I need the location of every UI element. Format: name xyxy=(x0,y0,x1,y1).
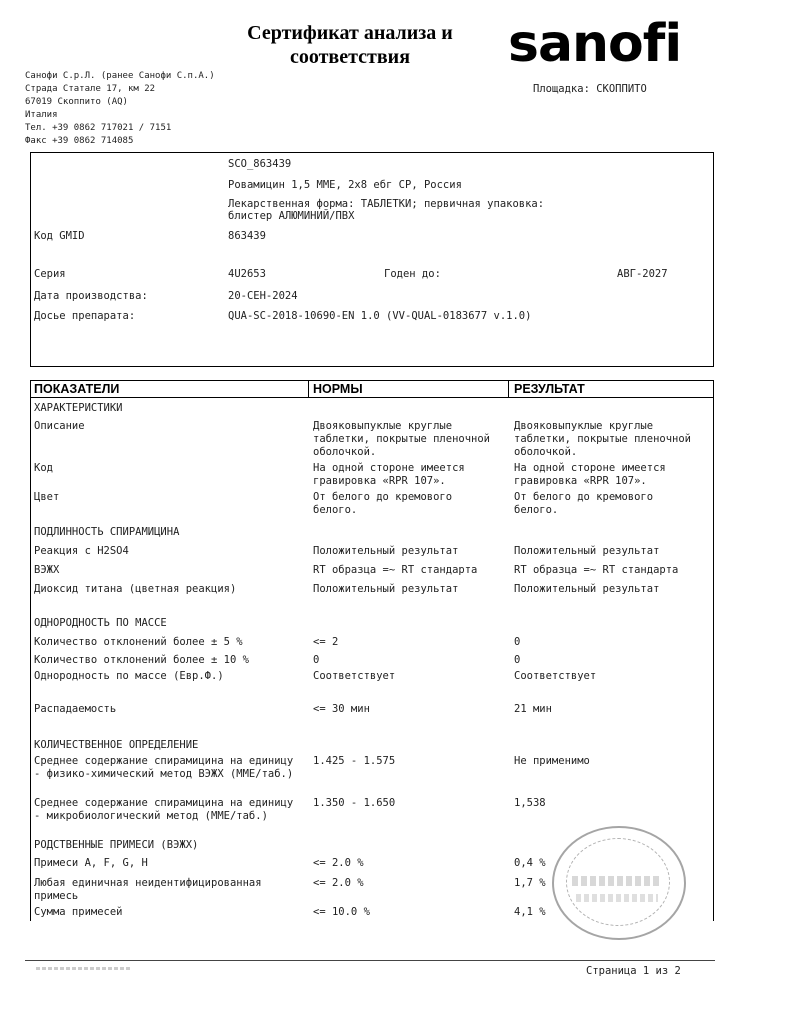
header-norms: НОРМЫ xyxy=(313,382,363,396)
section-heading: РОДСТВЕННЫЕ ПРИМЕСИ (ВЭЖХ) xyxy=(34,839,199,851)
document-title-line1: Сертификат анализа и xyxy=(247,22,453,44)
norm-value: <= 30 мин xyxy=(313,703,370,715)
address-line: Факс +39 0862 714085 xyxy=(25,136,134,146)
section-heading: КОЛИЧЕСТВЕННОЕ ОПРЕДЕЛЕНИЕ xyxy=(34,739,199,751)
document-title-line2: соответствия xyxy=(289,46,411,68)
result-value: Не применимо xyxy=(514,755,590,767)
norm-value: 1.425 - 1.575 xyxy=(313,755,396,767)
norm-value: <= 2.0 % xyxy=(313,857,364,869)
result-value: От белого до кремового белого. xyxy=(514,491,654,516)
norm-value: <= 2 xyxy=(313,636,339,648)
parameter-name: ВЭЖХ xyxy=(34,564,60,576)
section-heading: ПОДЛИННОСТЬ СПИРАМИЦИНА xyxy=(34,526,180,538)
sco-number: SCO_863439 xyxy=(228,158,292,170)
batch-label: Серия xyxy=(34,268,66,280)
norm-value: <= 2.0 % xyxy=(313,877,364,889)
mfg-label: Дата производства: xyxy=(34,290,148,302)
parameter-name: Диоксид титана (цветная реакция) xyxy=(34,583,237,595)
table-header-divider xyxy=(30,397,713,398)
result-value: На одной стороне имеется гравировка «RPR 107». xyxy=(514,462,666,487)
site-label: Площадка: СКОППИТО xyxy=(533,83,647,95)
page-number: Страница 1 из 2 xyxy=(586,965,681,977)
parameter-name: Среднее содержание спирамицина на единицу - физико-химический метод ВЭЖХ (ММЕ/таб.) xyxy=(34,755,294,780)
norm-value: <= 10.0 % xyxy=(313,906,370,918)
result-value: Положительный результат xyxy=(514,545,660,557)
expiry-value: АВГ-2027 xyxy=(617,268,668,280)
norm-value: Положительный результат xyxy=(313,545,459,557)
address-line: Страда Статале 17, км 22 xyxy=(25,84,156,94)
result-value: 0 xyxy=(514,654,521,666)
batch-value: 4U2653 xyxy=(228,268,266,280)
parameter-name: Реакция с H2SO4 xyxy=(34,545,129,557)
norm-value: Соответствует xyxy=(313,670,396,682)
address-line: Тел. +39 0862 717021 / 7151 xyxy=(25,123,172,133)
norm-value: 0 xyxy=(313,654,320,666)
address-line: 67019 Скоппито (AQ) xyxy=(25,97,128,107)
dossier-value: QUA-SC-2018-10690-EN 1.0 (VV-QUAL-0183677 v.1.0) xyxy=(228,310,532,322)
result-value: 0 xyxy=(514,636,521,648)
expiry-label: Годен до: xyxy=(384,268,441,280)
result-value: RT образца =~ RT стандарта xyxy=(514,564,679,576)
parameter-name: Среднее содержание спирамицина на единицу - микробиологический метод (ММЕ/таб.) xyxy=(34,797,294,822)
parameter-name: Цвет xyxy=(34,491,60,503)
mfg-value: 20-СЕН-2024 xyxy=(228,290,298,302)
sanofi-logo: sanofi xyxy=(508,14,682,74)
dosage-form-line2: блистер АЛЮМИНИЙ/ПВХ xyxy=(228,210,355,222)
norm-value: RT образца =~ RT стандарта xyxy=(313,564,478,576)
gmid-value: 863439 xyxy=(228,230,266,242)
stamp-text-mark xyxy=(572,876,662,886)
section-heading: ХАРАКТЕРИСТИКИ xyxy=(34,402,123,414)
footer-reference-mark xyxy=(36,967,131,970)
address-line: Санофи С.р.Л. (ранее Санофи С.п.А.) xyxy=(25,71,215,81)
parameter-name: Количество отклонений более ± 5 % xyxy=(34,636,243,648)
column-divider xyxy=(308,380,309,398)
parameter-name: Сумма примесей xyxy=(34,906,123,918)
norm-value: От белого до кремового белого. xyxy=(313,491,453,516)
header-parameters: ПОКАЗАТЕЛИ xyxy=(34,382,120,396)
product-name: Ровамицин 1,5 ММЕ, 2x8 ебг СР, Россия xyxy=(228,179,462,191)
norm-value: Двояковыпуклые круглые таблетки, покрытые пленочной оболочкой. xyxy=(313,420,491,458)
section-heading: ОДНОРОДНОСТЬ ПО МАССЕ xyxy=(34,617,167,629)
norm-value: Положительный результат xyxy=(313,583,459,595)
gmid-label: Код GMID xyxy=(34,230,85,242)
header-result: РЕЗУЛЬТАТ xyxy=(514,382,585,396)
parameter-name: Любая единичная неидентифицированная примесь xyxy=(34,877,262,902)
parameter-name: Количество отклонений более ± 10 % xyxy=(34,654,249,666)
result-value: 1,7 % xyxy=(514,877,546,889)
parameter-name: Примеси A, F, G, H xyxy=(34,857,148,869)
parameter-name: Распадаемость xyxy=(34,703,117,715)
result-value: Двояковыпуклые круглые таблетки, покрытые пленочной оболочкой. xyxy=(514,420,692,458)
dossier-label: Досье препарата: xyxy=(34,310,136,322)
norm-value: На одной стороне имеется гравировка «RPR 107». xyxy=(313,462,465,487)
result-value: Положительный результат xyxy=(514,583,660,595)
result-value: 4,1 % xyxy=(514,906,546,918)
norm-value: 1.350 - 1.650 xyxy=(313,797,396,809)
approval-stamp xyxy=(552,826,686,940)
parameter-name: Код xyxy=(34,462,53,474)
dosage-form-line1: Лекарственная форма: ТАБЛЕТКИ; первичная упаковка: xyxy=(228,198,545,210)
stamp-text-mark xyxy=(576,894,658,902)
result-value: 1,538 xyxy=(514,797,546,809)
column-divider xyxy=(508,380,509,398)
result-value: 0,4 % xyxy=(514,857,546,869)
parameter-name: Описание xyxy=(34,420,85,432)
result-value: 21 мин xyxy=(514,703,552,715)
footer-divider xyxy=(25,960,715,961)
result-value: Соответствует xyxy=(514,670,597,682)
address-line: Италия xyxy=(25,110,58,120)
parameter-name: Однородность по массе (Евр.Ф.) xyxy=(34,670,224,682)
